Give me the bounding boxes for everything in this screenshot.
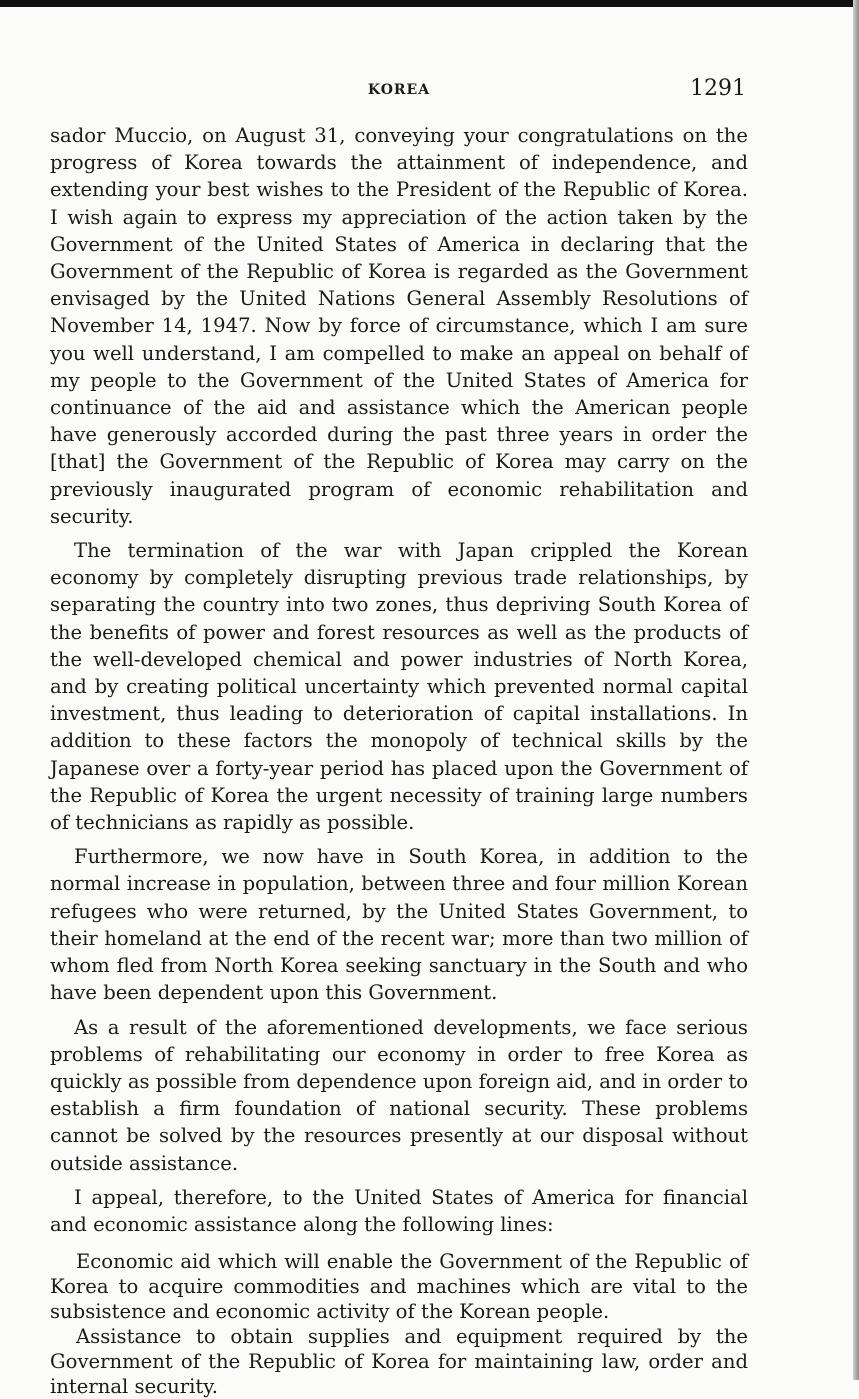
list-item-economic-aid: Economic aid which will enable the Government of the Republic of Korea to acquire commodities and machines which are vital to the subsistence and economic activity of the Korean people. — [50, 1250, 748, 1324]
page-header — [52, 76, 746, 106]
paragraph-refugees: Furthermore, we now have in South Korea, in addition to the normal increase in population, between three and four million Korean refugees who were returned, by the United States Government, to their homeland at the end of the recent war; more than two million of whom fled from North Korea seeking sanctuary in the South and who have been dependent upon this Government. — [50, 845, 748, 1005]
page-top-edge — [0, 0, 859, 7]
paragraph-appeal: I appeal, therefore, to the United States of America for financial and economic assistance along the following lines: — [50, 1185, 748, 1236]
paragraph-war-termination: The termination of the war with Japan crippled the Korean economy by completely disrupting previous trade relationships, by separating the country into two zones, thus depriving South Korea of the benefits of power and forest resources as well as the products of the well-developed chemical and power industries of North Korea, and by creating political uncertainty which prevented normal capital investment, thus leading to deterioration of capital installations. In addition to these factors the monopoly of technical skills by the Japanese over a forty-year period has placed upon the Government of the Republic of Korea the urgent necessity of training large numbers of technicians as rapidly as possible. — [50, 539, 748, 835]
paragraph-continued: sador Muccio, on August 31, conveying your congratulations on the progress of Korea towards the attainment of independence, and extending your best wishes to the President of the Republic of Korea. I wish again to express my appreciation of the action taken by the Government of the United States of America in declaring that the Government of the Republic of Korea is regarded as the Government envisaged by the United Nations General Assembly Resolutions of November 14, 1947. Now by force of circumstance, which I am sure you well understand, I am compelled to make an appeal on behalf of my people to the Government of the United States of America for continuance of the aid and assistance which the American people have generously accorded during the past three years in order the [that] the Government of the Republic of Korea may carry on the previously inaugurated program of economic rehabilitation and security. — [50, 124, 748, 528]
page-number: 1291 — [690, 76, 746, 101]
body-text — [50, 122, 748, 1399]
paragraph-problems: As a result of the aforementioned developments, we face serious problems of rehabilitating our economy in order to free Korea as quickly as possible from dependence upon foreign aid, and in order to establish a firm foundation of national security. These problems cannot be solved by the resources presently at our disposal without outside assistance. — [50, 1015, 748, 1175]
running-head: KOREA — [367, 82, 431, 98]
list-item-security-assistance: Assistance to obtain supplies and equipment required by the Government of the Republic of Korea for maintaining law, order and internal security. — [50, 1325, 748, 1399]
page-right-edge — [853, 0, 859, 1380]
